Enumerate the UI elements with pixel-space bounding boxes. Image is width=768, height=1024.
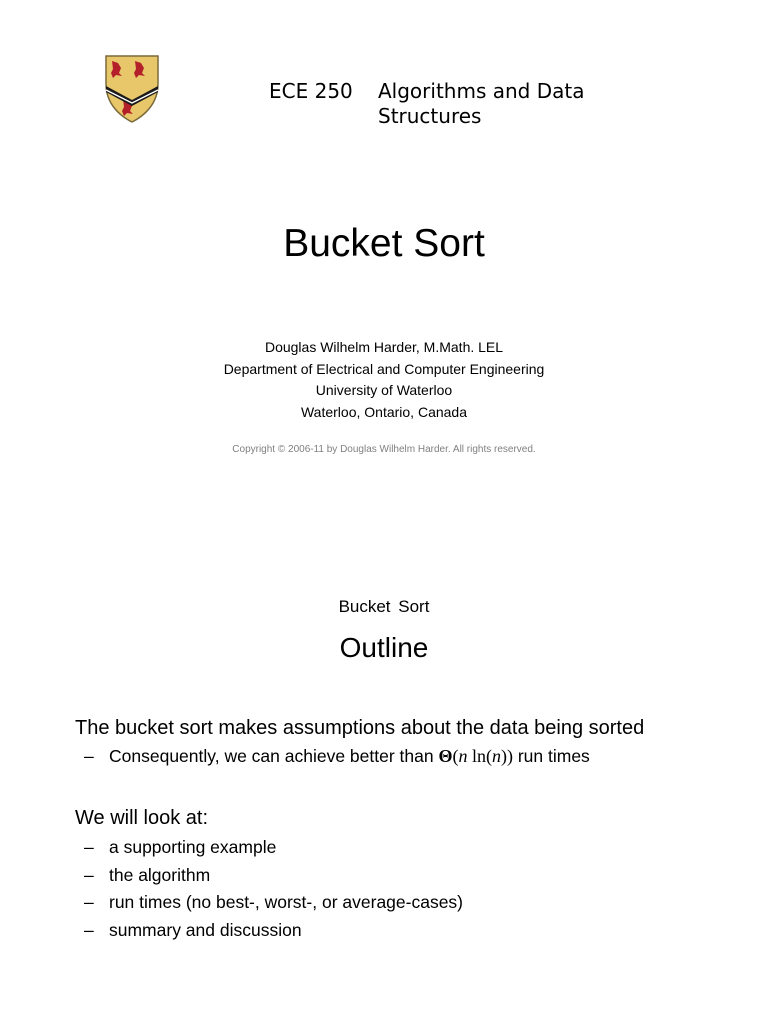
math-variable-n: n — [491, 746, 501, 766]
sub-bullet-text-end: run times — [512, 746, 590, 766]
dash-marker: – — [84, 746, 94, 766]
author-name: Douglas Wilhelm Harder, M.Math. LEL — [264, 339, 504, 355]
dash-marker: – — [84, 920, 94, 940]
bullet-point-assumptions: The bucket sort makes assumptions about the data being sorted — [75, 717, 645, 739]
dash-marker: – — [84, 837, 94, 857]
math-close-paren: )) — [500, 746, 513, 766]
list-item-text: run times (no best-, worst-, or average-cases) — [109, 892, 464, 912]
list-item — [84, 919, 302, 941]
theta-symbol: Θ — [438, 746, 453, 766]
copyright-notice: Copyright © 2006-11 by Douglas Wilhelm Harder. All rights reserved. — [232, 444, 536, 455]
slide-title: Bucket Sort — [283, 222, 485, 265]
slide-header: Bucket Sort — [338, 597, 430, 616]
outline-title: Outline — [339, 632, 429, 663]
university-crest-logo — [104, 54, 160, 124]
bullet-point-look-at: We will look at: — [75, 807, 209, 829]
list-item — [84, 864, 210, 886]
author-block — [0, 337, 768, 423]
math-ln: ln( — [467, 746, 492, 766]
math-variable-n: n — [458, 746, 468, 766]
sub-bullet-text-start: Consequently, we can achieve better than — [109, 746, 439, 766]
list-item-text: summary and discussion — [109, 920, 302, 940]
list-item — [84, 836, 276, 858]
sub-bullet-run-times — [84, 745, 590, 767]
author-department: Department of Electrical and Computer Engineering — [223, 360, 545, 377]
author-university: University of Waterloo — [315, 382, 453, 398]
dash-marker: – — [84, 865, 94, 885]
list-item-text: a supporting example — [109, 837, 277, 857]
course-title: Algorithms and Data Structures — [378, 79, 585, 128]
list-item-text: the algorithm — [109, 865, 211, 885]
course-code: ECE 250 — [269, 79, 353, 103]
dash-marker: – — [84, 892, 94, 912]
author-location: Waterloo, Ontario, Canada — [300, 403, 467, 420]
math-open-paren: ( — [452, 746, 459, 766]
list-item — [84, 891, 463, 913]
